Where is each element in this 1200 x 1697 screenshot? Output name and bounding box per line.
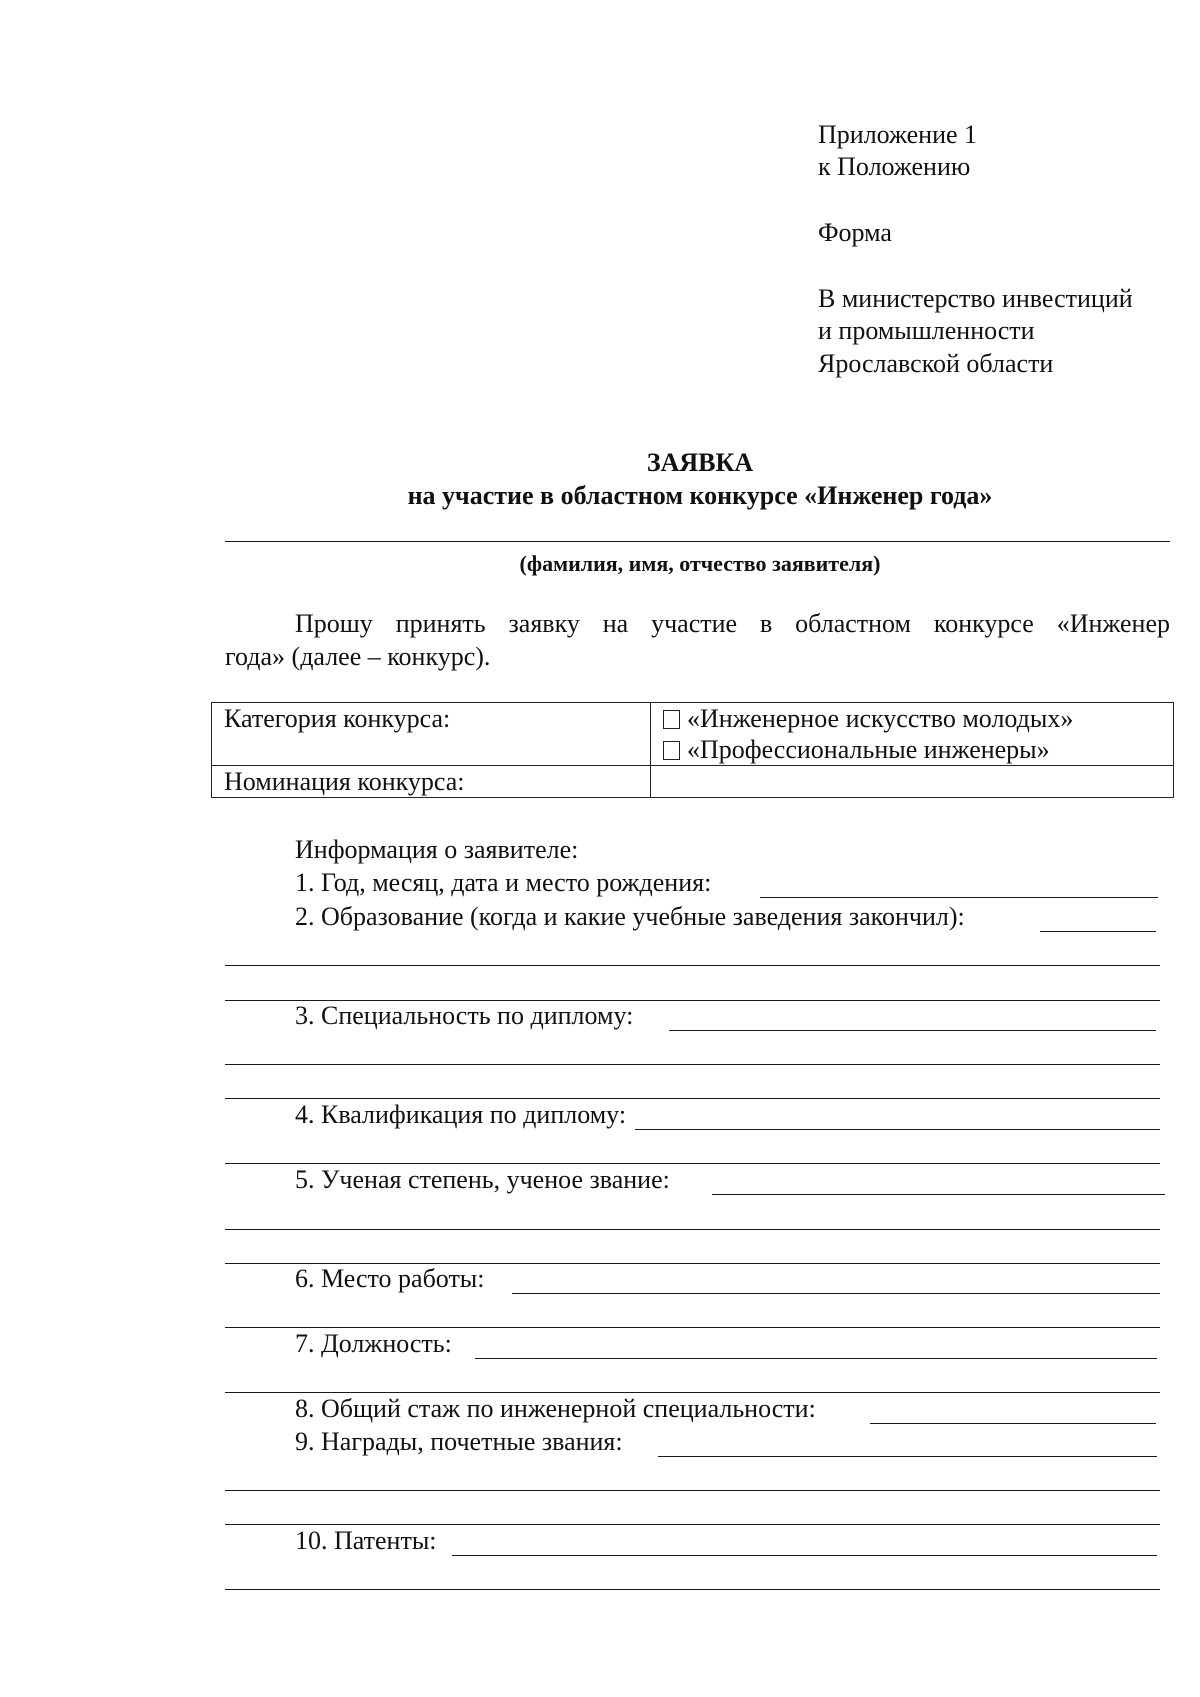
field-patents-line-2[interactable] <box>225 1589 1160 1590</box>
field-awards-line[interactable] <box>658 1456 1157 1457</box>
info-heading: Информация о заявителе: <box>295 835 579 864</box>
field-birth-label: 1. Год, месяц, дата и место рождения: <box>295 868 712 897</box>
appendix-reference: к Положению <box>818 152 971 181</box>
checkbox-young[interactable] <box>663 710 680 729</box>
field-degree-line[interactable] <box>712 1194 1165 1195</box>
field-degree-label: 5. Ученая степень, ученое звание: <box>295 1165 670 1194</box>
field-education-line-2[interactable] <box>225 965 1160 966</box>
checkbox-professional[interactable] <box>663 741 680 760</box>
field-patents-line[interactable] <box>452 1555 1157 1556</box>
category-options <box>651 703 1174 766</box>
field-position-line[interactable] <box>475 1358 1157 1359</box>
request-text-line-1: Прошу принять заявку на участие в областном конкурсе «Инженер <box>295 609 1170 638</box>
applicant-name-field[interactable] <box>225 541 1170 542</box>
field-qualification-label: 4. Квалификация по диплому: <box>295 1100 627 1129</box>
field-workplace-label: 6. Место работы: <box>295 1264 485 1293</box>
field-awards-line-2[interactable] <box>225 1490 1160 1491</box>
document-title: ЗАЯВКА <box>646 448 754 477</box>
field-birth-line[interactable] <box>760 897 1158 898</box>
field-awards-label: 9. Награды, почетные звания: <box>295 1427 623 1456</box>
field-specialty-line-2[interactable] <box>225 1064 1160 1065</box>
field-degree-line-2[interactable] <box>225 1229 1160 1230</box>
field-specialty-line[interactable] <box>669 1030 1156 1031</box>
category-option-professional <box>663 734 1163 765</box>
field-education-line[interactable] <box>1040 931 1156 932</box>
form-label: Форма <box>818 218 892 247</box>
addressee-line-2: и промышленности <box>818 316 1035 345</box>
addressee-line-3: Ярославской области <box>818 349 1054 378</box>
nomination-row <box>212 766 1174 798</box>
document-subtitle: на участие в областном конкурсе «Инженер года» <box>407 481 993 510</box>
category-option-young-label: «Инженерное искусство молодых» <box>687 704 1074 733</box>
category-label: Категория конкурса: <box>212 703 651 766</box>
field-specialty-label: 3. Специальность по диплому: <box>295 1001 634 1030</box>
applicant-name-caption: (фамилия, имя, отчество заявителя) <box>519 551 881 576</box>
nomination-label: Номинация конкурса: <box>212 766 651 798</box>
field-patents-label: 10. Патенты: <box>295 1526 437 1555</box>
field-experience-label: 8. Общий стаж по инженерной специальности: <box>295 1394 816 1423</box>
request-text-line-2: года» (далее – конкурс). <box>225 642 491 671</box>
appendix-number: Приложение 1 <box>818 120 978 149</box>
category-row <box>212 703 1174 766</box>
field-workplace-line[interactable] <box>512 1293 1160 1294</box>
competition-table <box>211 702 1174 798</box>
category-option-professional-label: «Профессиональные инженеры» <box>687 735 1050 764</box>
field-education-label: 2. Образование (когда и какие учебные заведения закончил): <box>295 902 965 931</box>
category-option-young <box>663 703 1163 734</box>
field-position-label: 7. Должность: <box>295 1329 452 1358</box>
field-experience-line[interactable] <box>870 1423 1156 1424</box>
field-qualification-line[interactable] <box>635 1129 1160 1130</box>
addressee-line-1: В министерство инвестиций <box>818 284 1133 313</box>
nomination-value[interactable] <box>651 766 1174 798</box>
